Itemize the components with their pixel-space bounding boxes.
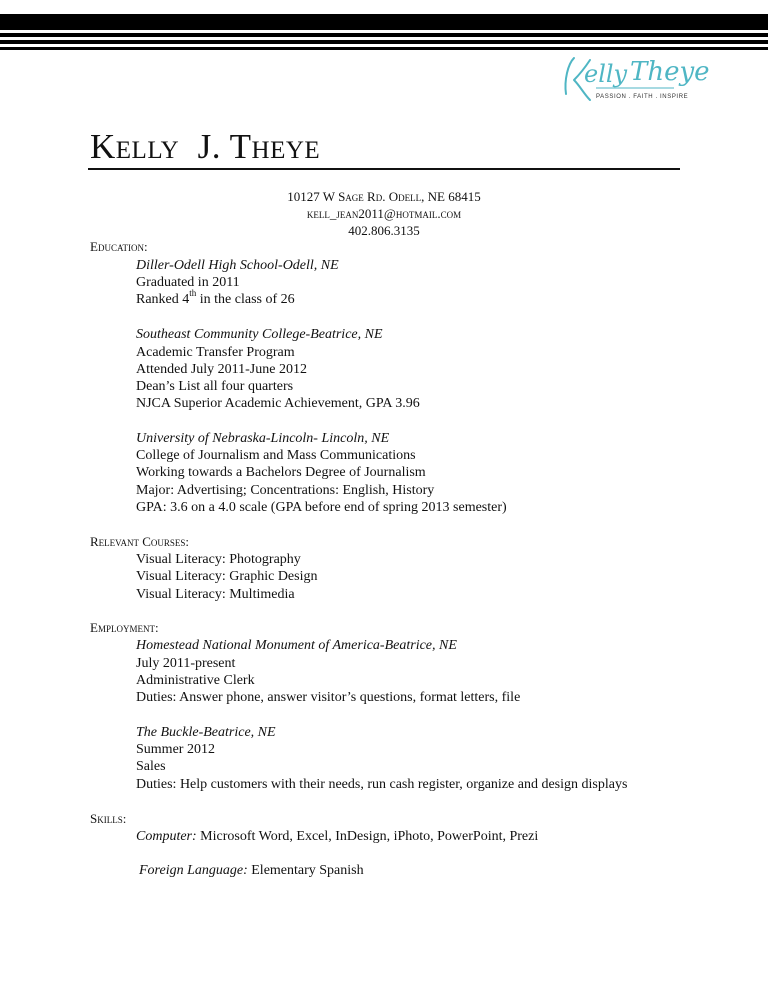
employer-name: Homestead National Monument of America-Beatrice, NE [136,638,457,653]
education-line: Graduated in 2011 [136,275,240,290]
section-title-skills: Skills: [90,811,127,826]
section-title-education: Education: [90,239,148,254]
course-item: Visual Literacy: Graphic Design [136,569,318,584]
rank-prefix: Ranked 4 [136,292,190,307]
course-item: Visual Literacy: Multimedia [136,587,295,602]
section-title-employment: Employment: [90,620,159,635]
skill-label: Computer: [136,829,197,844]
employment-line: Duties: Answer phone, answer visitor’s questions, format letters, file [136,690,521,705]
education-line: Dean’s List all four quarters [136,379,294,394]
rank-superscript: th [189,288,197,299]
employment-line: July 2011-present [136,656,236,671]
education-line: Attended July 2011-June 2012 [136,362,307,377]
employment-line: Administrative Clerk [136,673,255,688]
skill-value: Microsoft Word, Excel, InDesign, iPhoto, PowerPoint, Prezi [196,829,539,844]
education-line: Major: Advertising; Concentrations: English, History [136,483,435,498]
school-name: University of Nebraska-Lincoln- Lincoln, NE [136,431,390,446]
skill-value: Elementary Spanish [247,863,364,878]
svg-text:Theye: Theye [630,57,710,87]
rank-suffix: in the class of 26 [196,292,295,307]
section-title-courses: Relevant Courses: [90,534,190,549]
skill-language [139,863,364,879]
education-line: Working towards a Bachelors Degree of Journalism [136,465,426,480]
resume-name: Kelly J. Theye [90,127,321,166]
contact-phone: 402.806.3135 [348,223,420,238]
education-rank [136,288,295,308]
employment-line: Duties: Help customers with their needs, run cash register, organize and design displays [136,777,628,792]
header-rule [88,168,680,170]
contact-address: 10127 W Sage Rd. Odell, NE 68415 [287,189,481,204]
header-stripe [0,14,768,30]
contact-email[interactable]: kell_jean2011@hotmail.com [306,206,462,221]
employment-line: Sales [136,759,166,774]
education-line: College of Journalism and Mass Communications [136,448,416,463]
education-line: NJCA Superior Academic Achievement, GPA 3.96 [136,396,420,411]
school-name: Southeast Community College-Beatrice, NE [136,327,383,342]
employer-name: The Buckle-Beatrice, NE [136,725,276,740]
course-item: Visual Literacy: Photography [136,552,301,567]
header-stripe [0,33,768,37]
svg-text:PASSION . FAITH . INSPIRE: PASSION . FAITH . INSPIRE [596,94,689,100]
logo [556,50,710,112]
svg-text:elly: elly [584,60,628,88]
skill-label: Foreign Language: [139,863,248,878]
header-stripe [0,40,768,44]
education-line: Academic Transfer Program [136,345,295,360]
education-line: GPA: 3.6 on a 4.0 scale (GPA before end of spring 2013 semester) [136,500,507,515]
skill-computer [136,829,538,845]
school-name: Diller-Odell High School-Odell, NE [136,258,339,273]
employment-line: Summer 2012 [136,742,215,757]
